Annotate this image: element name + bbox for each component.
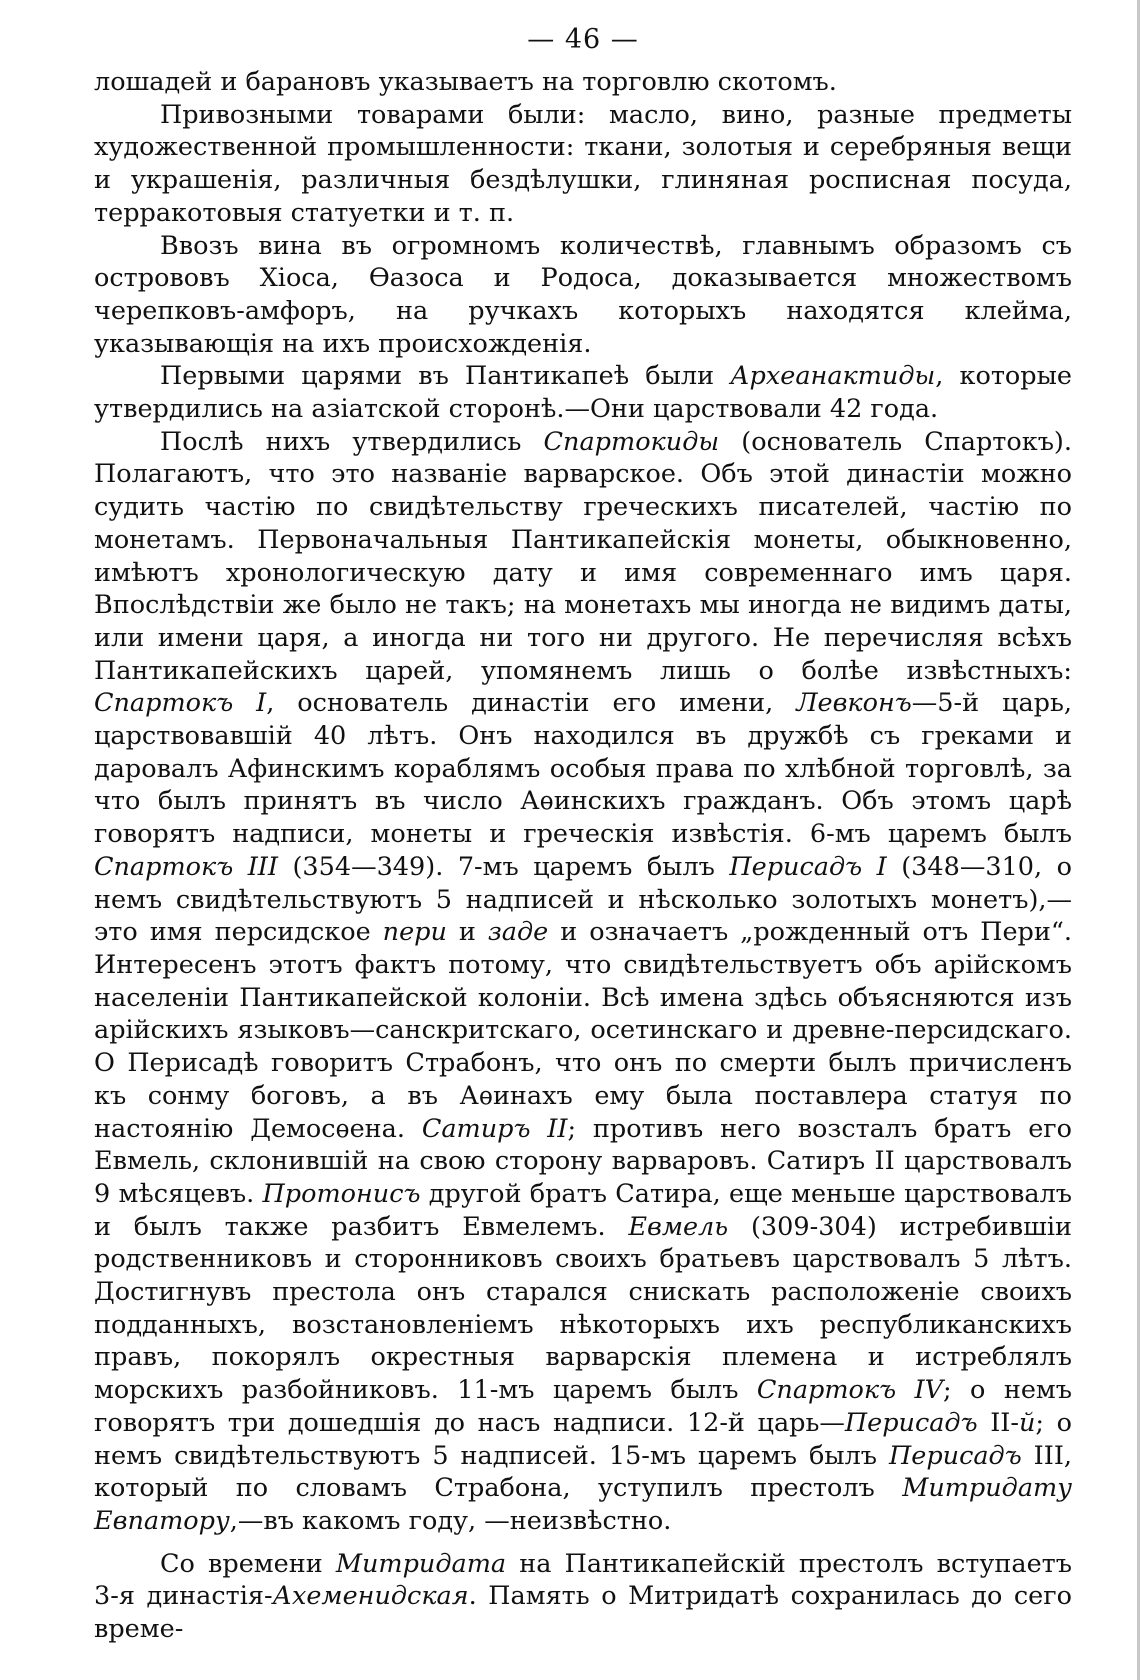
italic-term: Сатиръ II bbox=[421, 1113, 568, 1144]
text-run: и bbox=[446, 917, 488, 948]
italic-term: й bbox=[1018, 1407, 1036, 1438]
italic-term: Спартокъ IV bbox=[756, 1375, 944, 1406]
text-run: Со времени bbox=[160, 1548, 336, 1579]
paragraph-p5 bbox=[94, 426, 1072, 1538]
text-run: ; противъ него возсталъ братъ его Евмель, склонившій на свою сторону варваровъ. Сатиръ II царствовалъ 9 мѣсяцевъ. bbox=[94, 1113, 1073, 1209]
text-run: (354—349). 7-мъ царемъ былъ bbox=[277, 851, 730, 882]
text-run: Первыми царями въ Пантикапеѣ были bbox=[160, 361, 731, 392]
italic-term: Евмель bbox=[628, 1211, 729, 1242]
italic-term: Археанактиды bbox=[730, 361, 936, 392]
text-run: —5-й царь, царствовавшій 40 лѣтъ. Онъ находился въ дружбѣ съ греками и даровалъ Афинскимъ кораблямъ особыя права по хлѣбной торговлѣ, за что былъ принятъ въ число Аѳинскихъ гражданъ. Объ этомъ царѣ говорятъ надписи, монеты и греческія извѣстія. 6-мъ царемъ былъ bbox=[94, 688, 1072, 850]
text-run: . Память о Митридатѣ сохранилась до сего време- bbox=[94, 1581, 1072, 1645]
italic-term: Спартокиды bbox=[543, 426, 720, 457]
text-run: на Пантикапейскій престолъ вступаетъ 3-я династія- bbox=[94, 1548, 1072, 1612]
text-run: и означаетъ „рожденный отъ Пери“. Интересенъ этотъ фактъ потому, что свидѣтельствуетъ объ арійскомъ населеніи Пантикапейской колоніи. Всѣ имена здѣсь объясняются изъ арійскихъ языковъ—санскритскаго, осетинскаго и древне-персидскаго. О Перисадѣ говоритъ Страбонъ, что онъ по смерти былъ причисленъ къ сонму боговъ, а въ Аѳинахъ ему была поставлера статуя по настоянію Демосѳена. bbox=[94, 917, 1072, 1144]
italic-term: заде bbox=[487, 917, 549, 948]
document-page bbox=[94, 20, 1072, 1646]
text-run: , которые утвердились на азіатской сторонѣ.—Они царствовали 42 года. bbox=[94, 361, 1072, 425]
text-run: , основатель династіи его имени, bbox=[266, 688, 797, 719]
italic-term: Перисадъ I bbox=[729, 851, 887, 882]
text-run: другой братъ Сатира, еще меньше царствовалъ и былъ также разбитъ Евмелемъ. bbox=[94, 1178, 1072, 1242]
text-run: (309-304) истребившіи родственниковъ и сторонниковъ своихъ братьевъ царствовалъ 5 лѣтъ. Достигнувъ престола онъ старался снискать расположеніе своихъ подданныхъ, возстановленіемъ нѣкоторыхъ ихъ республиканскихъ правъ, покорялъ окрестныя варварскія племена и истреблялъ морскихъ разбойниковъ. 11-мъ царемъ былъ bbox=[94, 1211, 1072, 1406]
italic-term: Перисадъ bbox=[889, 1440, 1022, 1471]
italic-term: Спартокъ III bbox=[94, 851, 278, 882]
paragraph-p1 bbox=[94, 66, 1072, 99]
text-run: Ввозъ вина въ огромномъ количествѣ, главнымъ образомъ съ острововъ Хіоса, Ѳазоса и Родоса, доказывается множествомъ черепковъ-амфоръ, на ручкахъ которыхъ находятся клейма, указывающія на ихъ происхожденія. bbox=[94, 230, 1072, 359]
text-run: III, который по словамъ Страбона, уступилъ престолъ bbox=[94, 1440, 1073, 1504]
italic-term: Митридату Евпатору bbox=[94, 1473, 1072, 1536]
italic-term: Ахеменидская bbox=[272, 1581, 469, 1612]
text-run: (348—310, о немъ свидѣтельствуютъ 5 надписей и нѣсколько золотыхъ монетъ),—это имя персидское bbox=[94, 851, 1072, 948]
text-run: ,—въ какомъ году, —неизвѣстно. bbox=[229, 1505, 672, 1536]
paragraph-p6 bbox=[94, 1548, 1072, 1646]
text-run: ; о немъ свидѣтельствуютъ 5 надписей. 15-мъ царемъ былъ bbox=[94, 1407, 1072, 1471]
text-run: Послѣ нихъ утвердились bbox=[160, 426, 544, 457]
italic-term: Перисадъ bbox=[844, 1407, 978, 1438]
text-run: ; о немъ говорятъ три дошедшія до насъ надписи. 12-й царь— bbox=[94, 1375, 1072, 1438]
paragraph-p3 bbox=[94, 230, 1072, 361]
italic-term: пери bbox=[382, 917, 447, 948]
text-run: лошадей и барановъ указываетъ на торговлю скотомъ. bbox=[94, 67, 837, 97]
text-run: Привозными товарами были: масло, вино, разные предметы художественной промышленности: ткани, золотыя и серебряныя вещи и украшенія, различныя бездѣлушки, глиняная росписная посуда, терракотовыя статуетки и т. п. bbox=[94, 99, 1072, 228]
text-run: (основатель Спартокъ). Полагаютъ, что это названіе варварское. Объ этой династіи можно судить частію по свидѣтельству греческихъ писателей, частію по монетамъ. Первоначальныя Пантикапейскія монеты, обыкновенно, имѣютъ хронологическую дату и имя современнаго имъ царя. Впослѣдствіи же было не такъ; на монетахъ мы иногда не видимъ даты, или имени царя, а иногда ни того ни другого. Не перечисляя всѣхъ Пантикапейскихъ царей, упомянемъ лишь о болѣе извѣстныхъ: bbox=[94, 426, 1072, 686]
body-text bbox=[94, 66, 1072, 1646]
italic-term: Митридата bbox=[335, 1548, 507, 1579]
italic-term: Левконъ bbox=[796, 688, 912, 719]
paragraph-p2 bbox=[94, 99, 1072, 230]
text-run: II- bbox=[977, 1407, 1019, 1438]
italic-term: Протонисъ bbox=[262, 1178, 421, 1209]
page-number: — 46 — bbox=[527, 24, 639, 55]
italic-term: Спартокъ I bbox=[94, 688, 267, 719]
paragraph-p4 bbox=[94, 360, 1072, 425]
